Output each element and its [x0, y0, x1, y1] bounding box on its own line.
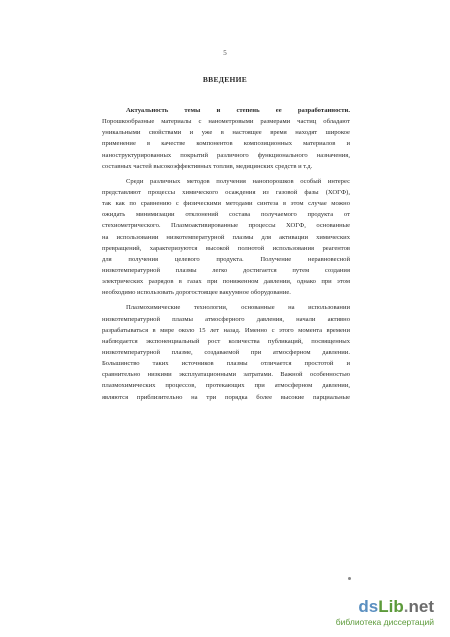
body-text: [102, 105, 350, 403]
text-line: стехиометрического. Плазмоактивированные процессы ХОГФ, основанные: [102, 222, 350, 230]
text-line: сравнительно низкими эксплуатационными затратами. Важной особенностью: [102, 371, 350, 379]
section-heading-line: Актуальность темы и степень ее разработанности.: [126, 107, 350, 114]
text-line: низкотемпературной плазмы атмосферного давления, начали активно: [102, 315, 350, 323]
text-line: уникальными свойствами и уже в настоящее время находят широкое: [102, 129, 350, 137]
scan-speck: [348, 577, 351, 580]
watermark: [336, 598, 434, 627]
text-line: для получения целевого продукта. Получение неравновесной: [102, 255, 350, 263]
paragraph-1: [102, 105, 350, 172]
text-line: ожидать минимизации отклонений состава получаемого продукта от: [102, 211, 350, 219]
text-line: разрабатываться в мире около 15 лет назад. Именно с этого момента времени: [102, 326, 350, 334]
text-line: низкотемпературной плазме, создаваемой при атмосферном давлении.: [102, 348, 350, 356]
page-title: ВВЕДЕНИЕ: [202, 75, 248, 84]
watermark-logo: dsLib.net: [358, 597, 434, 616]
text-line: плазмохимических процессов, протекающих при атмосферном давлении,: [102, 382, 350, 390]
text-line: превращений, характеризуются высокой полнотой использования реагентов: [102, 244, 350, 252]
text-line: Среди различных методов получения нанопорошков особый интерес: [126, 177, 350, 185]
paragraph-3: [102, 302, 350, 402]
text-line: составных частей высокоэффективных топлив, медицинских средств и т.д.: [102, 162, 313, 170]
text-line: Плазмохимические технологии, основанные на использовании: [126, 304, 350, 312]
text-line: электрических разрядов в газах при пониженном давлении, однако при этом: [102, 278, 350, 286]
text-line: необходимо использовать дорогостоящее вакуумное оборудование.: [102, 289, 291, 297]
text-line: представляют процессы химического осаждения из газовой фазы (ХОГФ),: [102, 188, 350, 196]
text-line: низкотемпературной плазмы легко достигается путем создания: [102, 266, 350, 274]
text-line: являются приблизительно на три порядка более высокие парциальные: [102, 393, 350, 401]
text-line: Большинство таких источников плазмы отличается простотой и: [102, 360, 350, 368]
watermark-subtitle: библиотека диссертаций: [335, 617, 434, 627]
text-line: на использовании низкотемпературной плазмы для активации химических: [102, 233, 350, 241]
text-line: Порошкообразные материалы с нанометровыми размерами частиц обладают: [102, 118, 350, 126]
paragraph-2: [102, 176, 350, 299]
text-line: наноструктурированных покрытий различного функционального назначения,: [102, 151, 350, 159]
text-line: так как по сравнению с физическими методами синтеза в этом случае можно: [102, 200, 350, 208]
page-number: 5: [223, 49, 227, 57]
text-line: применение в качестве компонентов композиционных материалов и: [102, 140, 350, 148]
text-line: наблюдается экспоненциальный рост количества публикаций, посвященных: [102, 337, 350, 345]
